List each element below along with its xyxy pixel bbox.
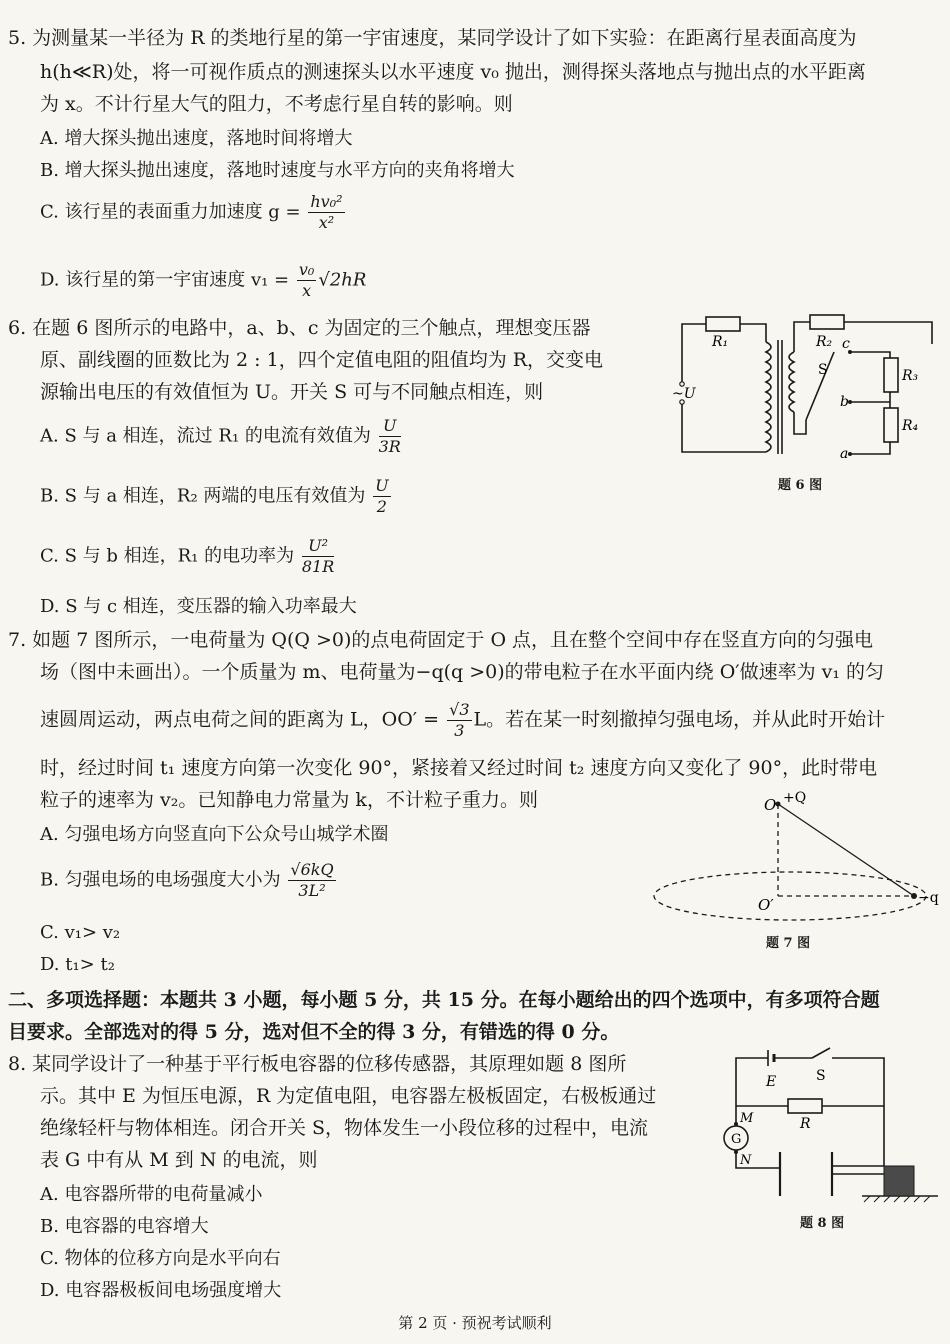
q8-stem-line2: 示。其中 E 为恒压电源，R 为定值电阻，电容器左极板固定，右极板通过 (40, 1085, 657, 1107)
q5-option-d-fraction: $\frac{\text{v₀}}{x}$ (298, 260, 315, 300)
label-resistor-r: R (800, 1116, 811, 1132)
label-source-e: E (766, 1074, 777, 1090)
resistor-r4 (884, 408, 898, 442)
q8-option-d: D. 电容器极板间电场强度增大 (40, 1280, 282, 1301)
label-charge-q: +Q (783, 790, 807, 806)
label-contact-a: a (840, 446, 849, 462)
q5-stem-line2: h(h≪R)处，将一可视作质点的测速探头以水平速度 v₀ 抛出，测得探头落地点与抛出点的水平距离 (40, 61, 866, 83)
label-charge-neg-q: −q (918, 890, 939, 906)
resistor-r1 (706, 317, 740, 331)
q6-figure-caption: 题 6 图 (778, 478, 823, 493)
label-contact-b: b (840, 394, 849, 410)
q6-option-a-fraction: $\frac{U}{3R}$ (378, 416, 401, 456)
galvanometer-g-icon: G (731, 1132, 742, 1147)
label-r4: R₄ (902, 418, 919, 434)
q7-option-a: A. 匀强电场方向竖直向下公众号山城学术圈 (40, 824, 389, 845)
q6-option-b-fraction: $\frac{U}{2}$ (375, 476, 389, 516)
q5-option-c-fraction: $\frac{\text{hv₀²}}{\text{x²}}$ (310, 192, 343, 232)
q6-option-d: D. S 与 c 相连，变压器的输入功率最大 (40, 596, 357, 617)
q6-stem-line3: 源输出电压的有效值恒为 U。开关 S 可与不同触点相连，则 (40, 381, 544, 403)
page-footer: 第 2 页 · 预祝考试顺利 (398, 1314, 552, 1332)
q7-option-c: C. v₁> v₂ (40, 922, 121, 943)
q5-stem-line1: 5. 为测量某一半径为 R 的类地行星的第一宇宙速度，某同学设计了如下实验：在距离行星表面高度为 (8, 27, 857, 49)
q7-stem-line3: 速圆周运动，两点电荷之间的距离为 L，OO′ = $\frac{√3}{3}$ L。若在某一时刻撤掉匀强电场，并从此时开始计 (40, 700, 886, 740)
q6-option-c: C. S 与 b 相连，R₁ 的电功率为 $\frac{\text{U²}}{81R}$ (40, 536, 335, 576)
q6-stem-line1: 6. 在题 6 图所示的电路中，a、b、c 为固定的三个触点，理想变压器 (8, 317, 591, 339)
q6-option-a: A. S 与 a 相连，流过 R₁ 的电流有效值为 $\frac{U}{3R}$ (40, 416, 401, 456)
q5-option-c-text: C. 该行星的表面重力加速度 g = (40, 201, 301, 223)
label-r2: R₂ (816, 334, 833, 350)
q7-option-b-fraction: $\frac{√6kQ}{\text{3L²}}$ (290, 860, 334, 900)
q8-capacitor-diagram (712, 1046, 940, 1206)
q6-option-c-fraction: $\frac{\text{U²}}{81R}$ (301, 536, 335, 576)
section2-instructions-line2: 目要求。全部选对的得 5 分，选对但不全的得 3 分，有错选的得 0 分。 (8, 1021, 620, 1043)
q7-option-b: B. 匀强电场的电场强度大小为 $\frac{√6kQ}{\text{3L²}}$ (40, 860, 334, 900)
label-contact-c: c (842, 336, 850, 352)
label-point-n: N (740, 1153, 752, 1168)
label-switch-s: S (818, 362, 828, 378)
label-switch-s: S (816, 1068, 826, 1084)
label-point-o-prime: O′ (758, 896, 774, 914)
q7-distance-fraction: $\frac{√3}{3}$ (449, 700, 470, 740)
q6-stem-line2: 原、副线圈的匝数比为 2 : 1，四个定值电阻的阻值均为 R，交变电 (40, 349, 604, 371)
label-r3: R₃ (902, 368, 919, 384)
label-source-u: ~U (672, 386, 696, 402)
q5-stem-line3: 为 x。不计行星大气的阻力，不考虑行星自转的影响。则 (40, 93, 513, 115)
q8-option-c: C. 物体的位移方向是水平向右 (40, 1248, 281, 1269)
q6-option-b: B. S 与 a 相连，R₂ 两端的电压有效值为 $\frac{U}{2}$ (40, 476, 389, 516)
q7-stem-line4: 时，经过时间 t₁ 速度方向第一次变化 90°，紧接着又经过时间 t₂ 速度方向又变化了 90°，此时带电 (40, 757, 878, 779)
q7-figure-caption: 题 7 图 (766, 936, 811, 951)
q7-orbit-diagram (650, 790, 940, 930)
q7-option-d: D. t₁> t₂ (40, 954, 115, 975)
label-r1: R₁ (712, 334, 729, 350)
q5-option-c (40, 192, 347, 233)
resistor-r3 (884, 358, 898, 392)
q5-option-b: B. 增大探头抛出速度，落地时速度与水平方向的夹角将增大 (40, 160, 515, 181)
resistor-r2 (810, 315, 844, 329)
q8-option-b: B. 电容器的电容增大 (40, 1216, 209, 1237)
q5-option-a: A. 增大探头抛出速度，落地时间将增大 (40, 128, 353, 149)
q8-stem-line3: 绝缘轻杆与物体相连。闭合开关 S，物体发生一小段位移的过程中，电流 (40, 1117, 649, 1139)
q8-stem-line4: 表 G 中有从 M 到 N 的电流，则 (40, 1149, 318, 1171)
q8-stem-line1: 8. 某同学设计了一种基于平行板电容器的位移传感器，其原理如题 8 图所 (8, 1053, 627, 1075)
q7-stem-line2: 场（图中未画出）。一个质量为 m、电荷量为−q(q >0)的带电粒子在水平面内绕 O′做速率为 v₁ 的匀 (40, 661, 885, 683)
resistor-r (788, 1099, 822, 1113)
label-point-o: O (764, 796, 777, 814)
label-point-m: M (740, 1111, 754, 1126)
q5-option-d-text: D. 该行星的第一宇宙速度 v₁ = (40, 269, 290, 291)
section2-instructions-line1: 二、多项选择题：本题共 3 小题，每小题 5 分，共 15 分。在每小题给出的四个选项中，有多项符合题 (8, 989, 880, 1011)
q6-circuit-diagram (670, 312, 940, 472)
q8-figure-caption: 题 8 图 (800, 1216, 845, 1231)
q5-option-d: D. 该行星的第一宇宙速度 v₁ = $\frac{\text{v₀}}{x}$ √2hR (40, 260, 367, 300)
q7-stem-line5: 粒子的速率为 v₂。已知静电力常量为 k，不计粒子重力。则 (40, 789, 538, 811)
q8-option-a: A. 电容器所带的电荷量减小 (40, 1184, 263, 1205)
object-block (884, 1166, 914, 1196)
q7-stem-line1: 7. 如题 7 图所示，一电荷量为 Q(Q >0)的点电荷固定于 O 点，且在整个空间中存在竖直方向的匀强电 (8, 629, 874, 651)
